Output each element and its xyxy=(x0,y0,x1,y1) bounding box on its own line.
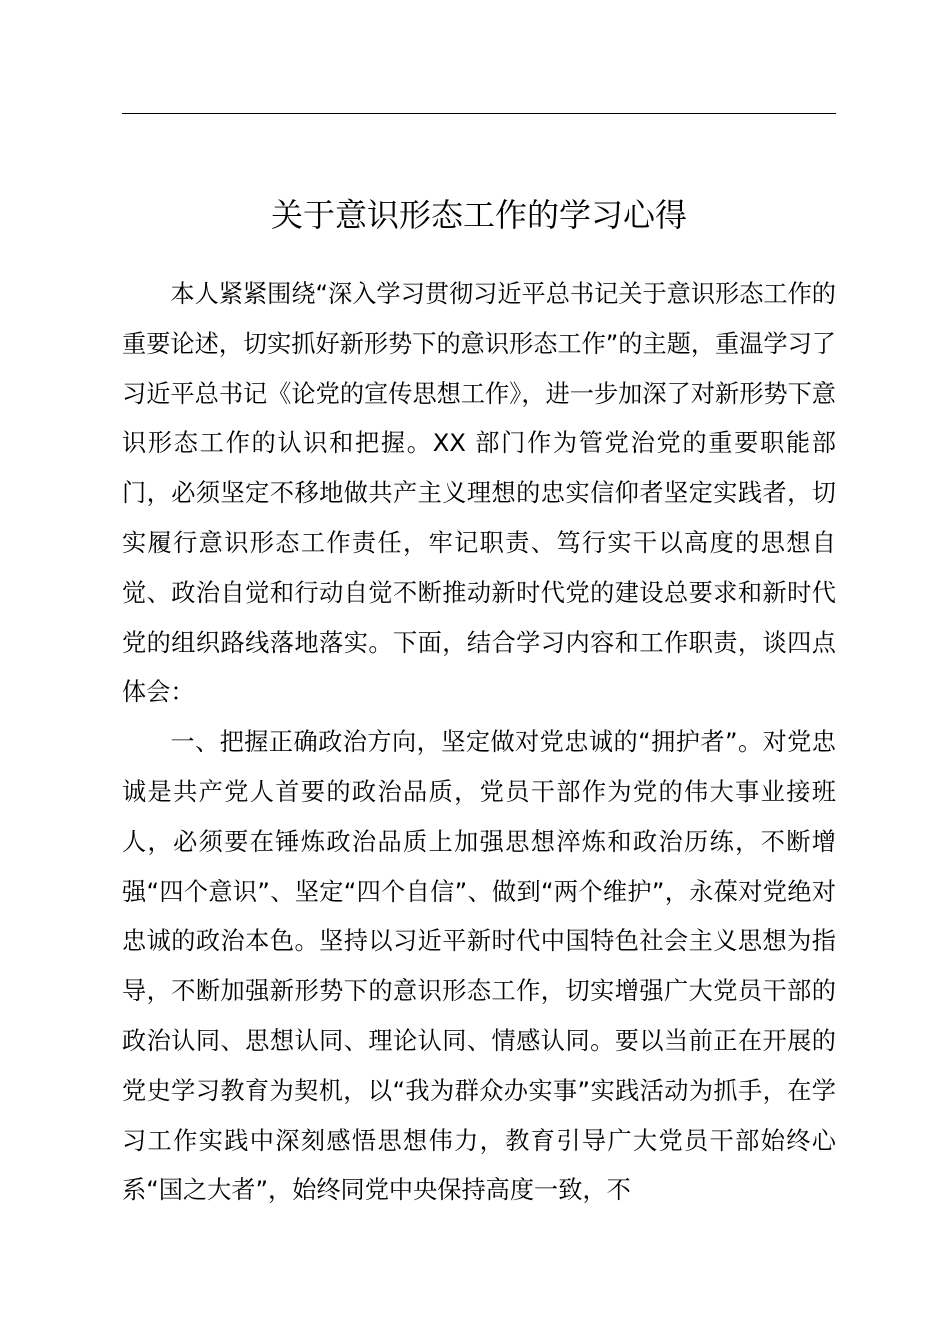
document-body xyxy=(122,270,836,1216)
paragraph-intro: 本人紧紧围绕“深入学习贯彻习近平总书记关于意识形态工作的重要论述，切实抓好新形势下的意识形态工作”的主题，重温学习了习近平总书记《论党的宣传思想工作》，进一步加深了对新形势下意识形态工作的认识和把握。XX 部门作为管党治党的重要职能部门，必须坚定不移地做共产主义理想的忠实信仰者坚定实践者，切实履行意识形态工作责任，牢记职责、笃行实干以高度的思想自觉、政治自觉和行动自觉不断推动新时代党的建设总要求和新时代党的组织路线落地落实。下面，结合学习内容和工作职责，谈四点体会： xyxy=(122,280,836,707)
document-title: 关于意识形态工作的学习心得 xyxy=(270,196,687,235)
paragraph-point-one: 一、把握正确政治方向，坚定做对党忠诚的“拥护者”。对党忠诚是共产党人首要的政治品质，党员干部作为党的伟大事业接班人，必须要在锤炼政治品质上加强思想淬炼和政治历练，不断增强“四个意识”、坚定“四个自信”、做到“两个维护”，永葆对党绝对忠诚的政治本色。坚持以习近平新时代中国特色社会主义思想为指导，不断加强新形势下的意识形态工作，切实增强广大党员干部的政治认同、思想认同、理论认同、情感认同。要以当前正在开展的党史学习教育为契机，以“我为群众办实事”实践活动为抓手，在学习工作实践中深刻感悟思想伟力，教育引导广大党员干部始终心系“国之大者”，始终同党中央保持高度一致，不 xyxy=(122,728,836,1205)
header-divider xyxy=(122,113,836,114)
